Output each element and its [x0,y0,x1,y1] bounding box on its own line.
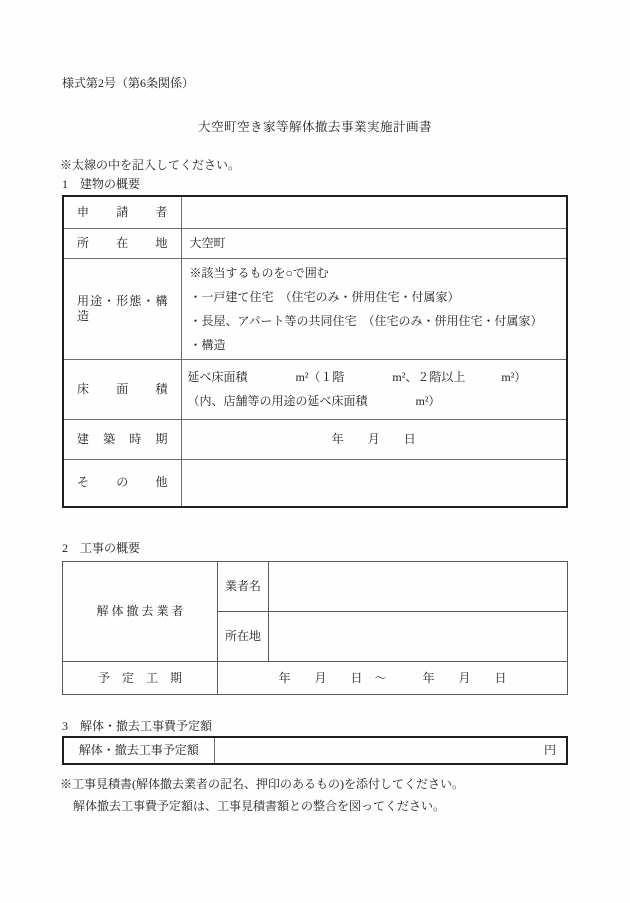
usage-option-detached: ・一戸建て住宅 （住宅のみ・併用住宅・付属家） [189,289,460,304]
built-date-field[interactable]: 年 月 日 [181,419,567,459]
fill-instruction: ※太線の中を記入してください。 [60,158,241,172]
table-row [63,737,567,764]
cost-label: 解体・撤去工事予定額 [63,737,214,764]
table-row [63,228,567,258]
section-heading-cost: 3 解体・撤去工事費予定額 [62,719,213,733]
applicant-label: 申 請 者 [63,196,181,228]
form-number: 様式第2号（第6条関係） [62,76,195,90]
usage-option-structure: ・構造 [189,337,226,352]
floor-area-field[interactable] [181,359,567,419]
location-value-field[interactable]: 大空町 [181,228,567,258]
footnote-estimate-attach: ※工事見積書(解体撤去業者の記名、押印のあるもの)を添付してください。 [60,777,464,791]
table-row [63,359,567,419]
table-row [63,419,567,459]
contractor-label: 解 体 撤 去 業 者 [63,562,218,662]
section-heading-construction: 2 工事の概要 [62,541,141,555]
cost-table [62,736,568,765]
usage-option-apartment: ・長屋、アパート等の共同住宅 （住宅のみ・併用住宅・付属家） [189,313,543,328]
cost-value-field[interactable]: 円 [214,737,567,764]
location-label: 所 在 地 [63,228,181,258]
page-title: 大空町空き家等解体撤去事業実施計画書 [197,120,432,134]
usage-label: 用途・形態・構造 [63,258,181,359]
usage-instruction: ※該当するものを○で囲む [189,265,329,280]
section-heading-building: 1 建物の概要 [62,177,141,191]
schedule-field[interactable]: 年 月 日 ～ 年 月 日 [218,662,568,695]
schedule-label: 予 定 工 期 [63,662,218,695]
other-value-field[interactable] [181,459,567,507]
other-label: そ の 他 [63,459,181,507]
usage-options-field[interactable] [181,258,567,359]
contractor-name-field[interactable] [269,562,568,612]
table-row [63,562,568,612]
table-row [63,459,567,507]
floor-area-line-total: 延べ床面積 m²（１階 m²、２階以上 m²） [187,370,527,384]
floor-area-line-shop: （内、店舗等の用途の延べ床面積 m²） [187,394,441,408]
construction-overview-table [62,561,568,695]
footnotes [60,773,630,817]
applicant-value-field[interactable] [181,196,567,228]
contractor-name-label: 業者名 [218,562,269,612]
floor-area-label: 床 面 積 [63,359,181,419]
building-overview-table [62,195,568,508]
contractor-address-label: 所在地 [218,612,269,662]
table-row [63,196,567,228]
table-row [63,662,568,695]
table-row [63,258,567,359]
built-date-label: 建 築 時 期 [63,419,181,459]
contractor-address-field[interactable] [269,612,568,662]
footnote-estimate-match: 解体撤去工事費予定額は、工事見積書額との整合を図ってください。 [73,799,446,813]
